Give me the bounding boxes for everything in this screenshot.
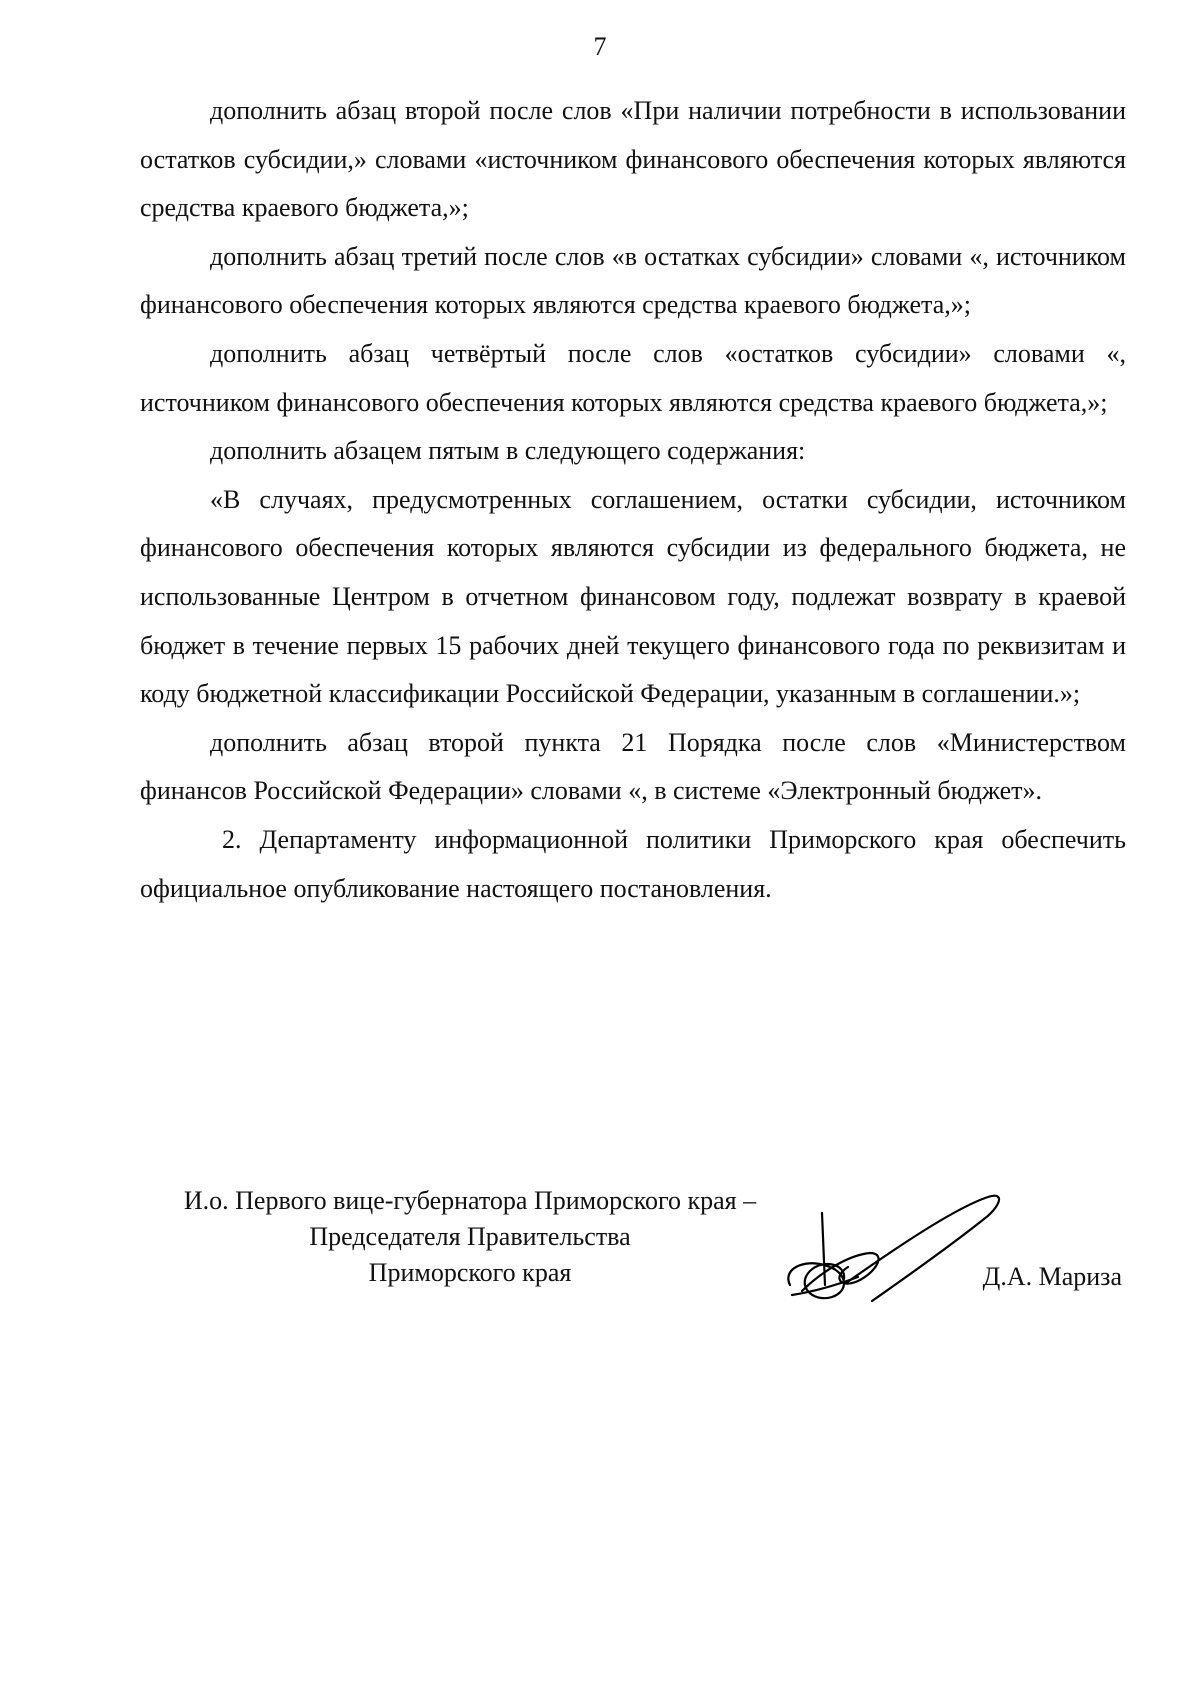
paragraph: дополнить абзац второй пункта 21 Порядка после слов «Министерством финансов Российской Федерации» словами «, в системе «Электронный бюджет». [140,727,1126,806]
paragraph: дополнить абзац второй после слов «При наличии потребности в использовании остатков субсидии,» словами «источником финансового обеспечения которых являются средства краевого бюджета,»; [140,96,1126,223]
signatory-title-line: Председателя Правительства [309,1222,631,1251]
paragraph: дополнить абзацем пятым в следующего содержания: [210,436,806,466]
paragraph: «В случаях, предусмотренных соглашением, остатки субсидии, источником финансового обеспечения которых являются субсидии из федерального бюджета, не использованные Центром в отчетном финансовом году, подлежат возврату в краевой бюджет в течение первых 15 рабочих дней текущего финансового года по реквизитам и коду бюджетной классификации Российской Федерации, указанным в соглашении.»; [140,484,1126,709]
handwritten-signature [762,1173,1012,1313]
document-body [140,87,1126,913]
signatory-title-line: И.о. Первого вице-губернатора Приморского края – [183,1186,757,1215]
numbered-paragraph: 2. Департаменту информационной политики Приморского края обеспечить официальное опубликование настоящего постановления. [140,824,1126,903]
paragraph: дополнить абзац четвёртый после слов «остатков субсидии» словами «, источником финансового обеспечения которых являются средства краевого бюджета,»; [140,338,1126,417]
signature-block [140,1183,1126,1343]
signatory-name: Д.А. Мариза [982,1262,1122,1291]
page-number: 7 [593,32,607,61]
signatory-title-line: Приморского края [368,1258,572,1287]
paragraph: дополнить абзац третий после слов «в остатках субсидии» словами «, источником финансового обеспечения которых являются средства краевого бюджета,»; [140,241,1126,320]
signatory-title [140,1183,800,1291]
